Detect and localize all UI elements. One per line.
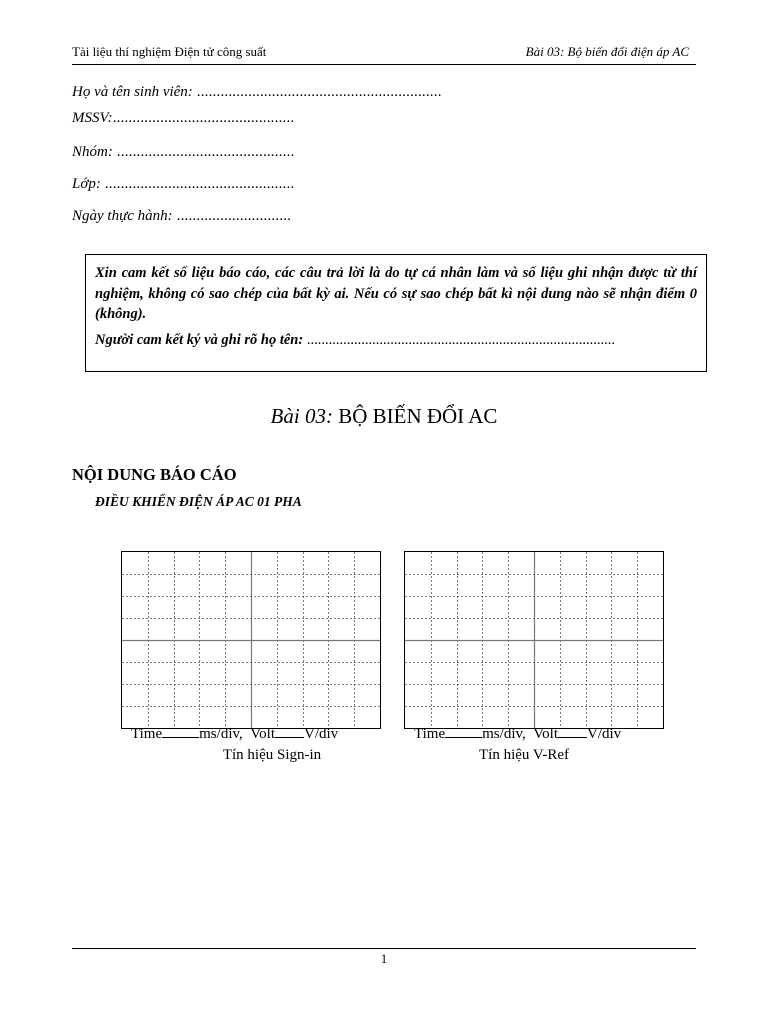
header-left-title: Tài liệu thí nghiệm Điện tử công suất: [72, 44, 267, 59]
volt-blank[interactable]: [558, 727, 587, 738]
field-label: Ngày thực hành:: [72, 208, 173, 224]
time-label: Time: [414, 726, 446, 742]
field-blank: ................................................: [100, 176, 295, 192]
scope-caption-sign-in: Tín hiệu Sign-in: [222, 747, 322, 763]
scope-grid-sign-in: [121, 551, 381, 729]
field-blank: ..............................................................: [192, 84, 442, 100]
scope-settings-sign-in: [131, 726, 338, 743]
volt-unit: V/div: [304, 726, 339, 742]
oscilloscope-grid: [122, 552, 380, 728]
field-blank: ..............................................: [112, 110, 295, 126]
time-unit: ms/div,: [482, 726, 526, 742]
time-label: Time: [131, 726, 163, 742]
commitment-signature-line[interactable]: [95, 332, 697, 349]
field-label: Nhóm:: [72, 144, 113, 160]
scope-caption-v-ref: Tín hiệu V-Ref: [479, 747, 569, 763]
header-right-title: Bài 03: Bộ biến đổi điện áp AC: [525, 44, 689, 59]
volt-label: Volt: [250, 726, 275, 742]
commitment-box: [85, 254, 707, 372]
commitment-text: Xin cam kết số liệu báo cáo, các câu trả lời là do tự cá nhân làm và số liệu ghi nhận được từ thí nghiệm, không có sao chép của bất kỳ ai. Nếu có sự sao chép bất kì nội dung nào sẽ nhận điểm 0 (không).: [95, 265, 697, 322]
scope-settings-v-ref: [414, 726, 621, 743]
field-group[interactable]: [72, 144, 295, 161]
field-label: Họ và tên sinh viên:: [72, 84, 193, 100]
time-blank[interactable]: [162, 727, 199, 738]
oscilloscope-grid: [405, 552, 663, 728]
field-class[interactable]: [72, 176, 294, 193]
volt-unit: V/div: [587, 726, 622, 742]
field-label: MSSV:: [72, 110, 113, 126]
subsection-heading: ĐIỀU KHIỂN ĐIỆN ÁP AC 01 PHA: [95, 494, 302, 509]
scope-grid-v-ref: [404, 551, 664, 729]
page-number: 1: [380, 951, 388, 966]
signature-blank: .....................................................................................: [303, 331, 615, 348]
field-student-name[interactable]: [72, 84, 442, 101]
field-blank: .............................................: [112, 144, 295, 160]
field-student-id[interactable]: [72, 110, 294, 127]
field-label: Lớp:: [72, 176, 101, 192]
footer-divider: [72, 948, 696, 949]
time-unit: ms/div,: [199, 726, 243, 742]
time-blank[interactable]: [445, 727, 482, 738]
volt-blank[interactable]: [275, 727, 304, 738]
field-lab-date[interactable]: [72, 208, 291, 225]
signature-label: Người cam kết ký và ghi rõ họ tên:: [95, 331, 304, 348]
lab-title: [0, 404, 768, 429]
field-blank: .............................: [172, 208, 292, 224]
volt-label: Volt: [533, 726, 558, 742]
lab-name: BỘ BIẾN ĐỔI AC: [338, 404, 498, 428]
lab-number: Bài 03:: [270, 404, 333, 428]
section-heading: NỘI DUNG BÁO CÁO: [72, 465, 237, 484]
header-divider: [72, 64, 696, 65]
